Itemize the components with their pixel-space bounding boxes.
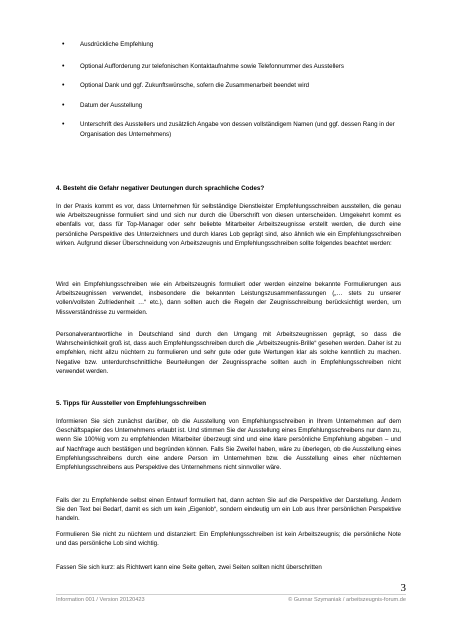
bullet-icon: • — [62, 41, 65, 48]
list-item-text: Ausdrückliche Empfehlung — [80, 41, 154, 48]
paragraph: In der Praxis kommt es vor, dass Unternehmen für selbständige Dienstleister Empfehlungsschreiben ausstellen, die genau wie Arbeitszeugnisse formuliert sind und sich nur durch die Überschrift von diesen unterscheiden. Umgekehrt kommt es ebenfalls vor, dass für Top-Manager oder sehr beliebte Mitarbeiter Arbeitszeugnisse erstellt werden, die durch eine persönliche Perspektive des Unterzeichners und durch klares Lob geprägt sind, also ähnlich wie ein Empfehlungsschreiben wirken. Aufgrund dieser Überschneidung von Arbeitszeugnis und Empfehlungsschreiben sollte folgendes beachtet werden: — [56, 203, 401, 247]
bullet-list — [56, 40, 396, 150]
list-item — [56, 101, 396, 111]
page-number: 3 — [400, 582, 406, 594]
bullet-icon: • — [62, 82, 65, 90]
footer-divider — [56, 594, 406, 595]
bullet-icon: • — [62, 62, 65, 70]
bullet-icon: • — [62, 101, 65, 109]
list-item — [56, 81, 396, 91]
footer-copyright: © Gunnar Szymaniak / arbeitszeugnis-forum.de — [288, 597, 406, 603]
paragraph: Wird ein Empfehlungsschreiben wie ein Arbeitszeugnis formuliert oder werden einzelne bekannte Formulierungen aus Arbeitszeugnissen verwendet, insbesondere die bekannten Leistungszusammenfassungen („… stets zu unserer vollen/vollsten Zufriedenheit …“ etc.), dann sollten auch die Regeln der Zeugnisschreibung berücksichtigt werden, um Missverständnisse zu vermeiden. — [56, 281, 401, 316]
list-item-text: Datum der Ausstellung — [80, 101, 143, 109]
paragraph: Informieren Sie sich zunächst darüber, ob die Ausstellung von Empfehlungsschreiben in Ihrem Unternehmen auf dem Geschäftspapier des Unternehmens erlaubt ist. Und stimmen Sie der Ausstellung eines Empfehlungsschreibens nur dann zu, wenn Sie 100%ig vom zu empfehlenden Mitarbeiter überzeugt sind und eine klare persönliche Empfehlung abgeben – und auf Nachfrage auch bestätigen und begründen können. Falls Sie Zweifel haben, wäre zu überlegen, ob die Ausstellung eines Empfehlungsschreibens durch eine andere Person im Unternehmen bzw. die Ausstellung eines eher nüchternen Empfehlungsschreibens aus Perspektive des Unternehmens nicht sinnvoller wäre. — [56, 418, 401, 472]
footer-version: Information 001 / Version 20120423 — [56, 597, 145, 603]
section-heading: 5. Tipps für Aussteller von Empfehlungsschreiben — [56, 400, 207, 407]
paragraph: Falls der zu Empfehlende selbst einen Entwurf formuliert hat, dann achten Sie auf die Perspektive der Darstellung. Ändern Sie den Text bei Bedarf, damit es sich um kein „Eigenlob“, sondern eindeutig um ein Lob aus Ihrer persönlichen Perspektive handeln. — [56, 497, 401, 523]
paragraph: Formulieren Sie nicht zu nüchtern und distanziert: Ein Empfehlungsschreiben ist kein Arbeitszeugnis; die persönliche Note und das persönliche Lob sind wichtig. — [56, 531, 401, 548]
list-item-text: Optional Aufforderung zur telefonischen Kontaktaufnahme sowie Telefonnummer des Ausstellers — [80, 62, 344, 70]
bullet-icon: • — [62, 121, 65, 129]
paragraph: Fassen Sie sich kurz: als Richtwert kann eine Seite gelten, zwei Seiten sollten nicht überschritten — [56, 564, 322, 571]
list-item — [56, 62, 396, 72]
list-item — [56, 40, 396, 50]
list-item-text: Unterschrift des Ausstellers und zusätzlich Angabe von dessen vollständigem Namen (und ggf. dessen Rang in der Organisation des Unternehmens) — [80, 121, 395, 138]
list-item — [56, 120, 396, 139]
list-item-text: Optional Dank und ggf. Zukunftswünsche, sofern die Zusammenarbeit beendet wird — [80, 82, 310, 90]
section-heading: 4. Besteht die Gefahr negativer Deutungen durch sprachliche Codes? — [56, 185, 265, 192]
paragraph: Personalverantwortliche in Deutschland sind durch den Umgang mit Arbeitszeugnissen geprägt, so dass die Wahrscheinlichkeit groß ist, dass auch Empfehlungsschreiben durch die „Arbeitszeugnis-Brille“ gesehen werden. Daher ist zu empfehlen, nicht allzu nüchtern zu formulieren und sehr gute oder gute Wertungen klar als solche kenntlich zu machen. Negative bzw. unterdurchschnittliche Beurteilungen der Zeugnissprache sollten auch in Empfehlungsschreiben nicht verwendet werden. — [56, 331, 401, 375]
